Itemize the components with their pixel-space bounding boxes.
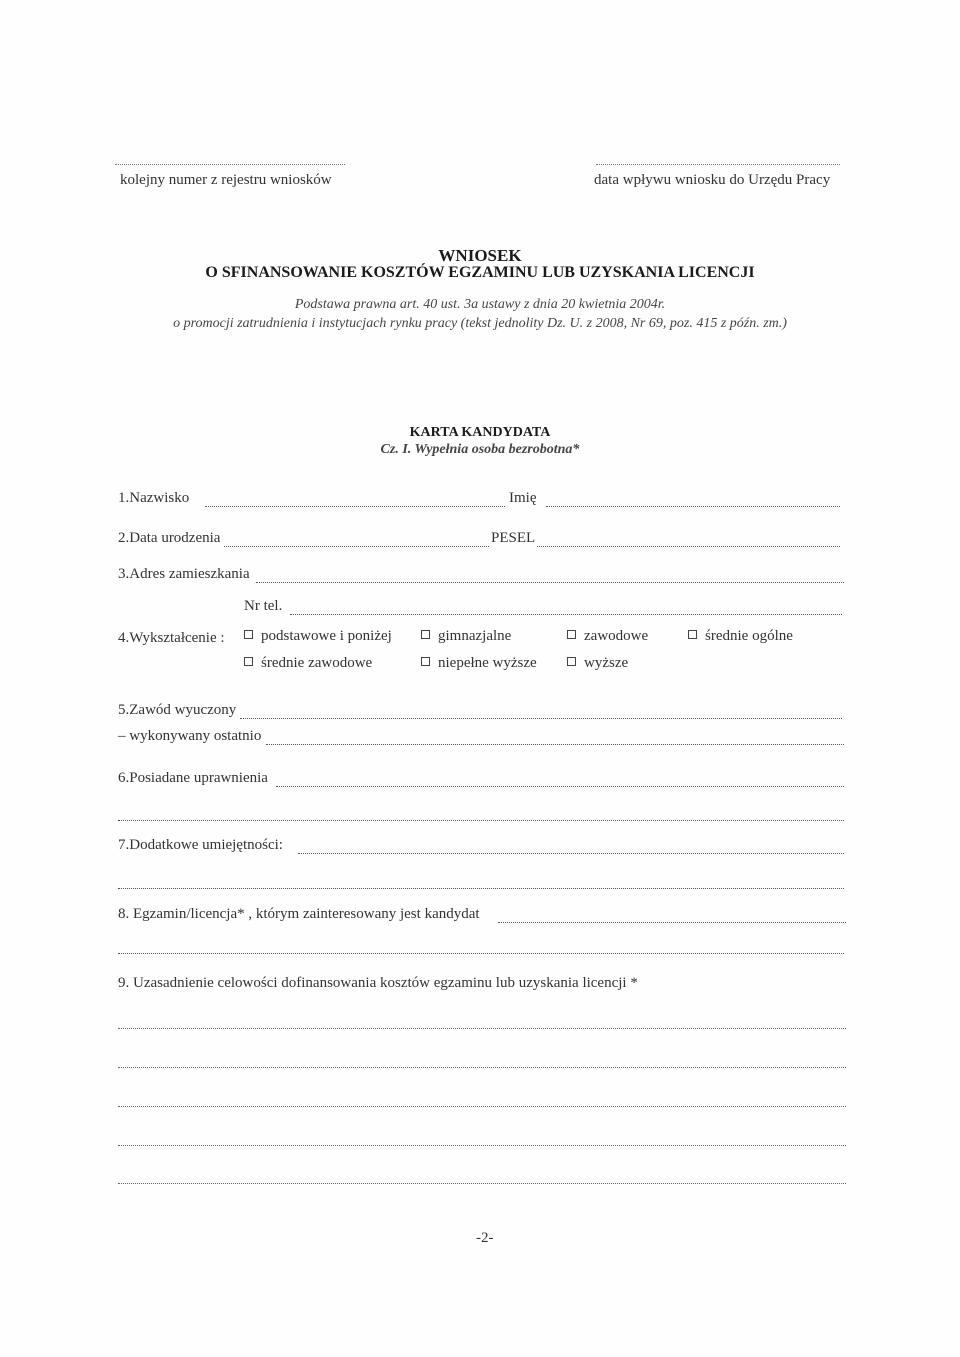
profession-field[interactable] [240,718,842,719]
address-label: 3.Adres zamieszkania [118,566,250,582]
checkbox-icon[interactable] [244,630,253,639]
justification-line-1[interactable] [118,1028,846,1029]
education-label: 4.Wykształcenie : [118,630,225,646]
section-title: KARTA KANDYDATA [409,425,551,440]
education-option-incomplete-higher[interactable]: niepełne wyższe [421,655,537,672]
receipt-date-caption: data wpływu wniosku do Urzędu Pracy [594,172,831,188]
page-number: -2- [476,1230,494,1246]
first-name-field[interactable] [546,506,840,507]
skills-field-extra[interactable] [118,888,844,889]
education-option-primary[interactable]: podstawowe i poniżej [244,628,392,645]
address-field[interactable] [256,582,844,583]
birth-date-field[interactable] [224,546,489,547]
education-option-general-secondary[interactable]: średnie ogólne [688,628,793,645]
education-option-higher[interactable]: wyższe [567,655,628,672]
education-option-vocational[interactable]: zawodowe [567,628,648,645]
legal-basis-line1: Podstawa prawna art. 40 ust. 3a ustawy z dnia 20 kwietnia 2004r. [294,297,666,312]
checkbox-icon[interactable] [567,657,576,666]
section-subtitle: Cz. I. Wypełnia osoba bezrobotna* [380,442,580,457]
justification-line-2[interactable] [118,1067,846,1068]
justification-line-4[interactable] [118,1145,846,1146]
birth-date-label: 2.Data urodzenia [118,530,221,546]
form-title: WNIOSEK [438,246,522,265]
profession-label: 5.Zawód wyuczony [118,702,237,718]
qualifications-field-extra[interactable] [118,820,844,821]
register-number-caption: kolejny numer z rejestru wniosków [120,172,332,188]
receipt-date-line[interactable] [596,164,840,165]
form-subtitle: O SFINANSOWANIE KOSZTÓW EGZAMINU LUB UZYSKANIA LICENCJI [205,264,755,281]
justification-label: 9. Uzasadnienie celowości dofinansowania kosztów egzaminu lub uzyskania licencji * [118,975,638,991]
phone-label: Nr tel. [244,598,283,614]
legal-basis-line2: o promocji zatrudnienia i instytucjach rynku pracy (tekst jednolity Dz. U. z 2008, Nr 69, poz. 415 z późn. zm.) [173,316,787,331]
exam-label: 8. Egzamin/licencja* , którym zainteresowany jest kandydat [118,906,480,922]
surname-label: 1.Nazwisko [118,490,190,506]
last-job-label: – wykonywany ostatnio [118,728,262,744]
first-name-label: Imię [509,490,537,506]
checkbox-icon[interactable] [567,630,576,639]
skills-field[interactable] [298,853,844,854]
education-option-vocational-secondary[interactable]: średnie zawodowe [244,655,372,672]
exam-field[interactable] [498,922,846,923]
register-number-line[interactable] [115,164,345,165]
pesel-field[interactable] [537,546,840,547]
skills-label: 7.Dodatkowe umiejętności: [118,837,283,853]
checkbox-icon[interactable] [688,630,697,639]
qualifications-label: 6.Posiadane uprawnienia [118,770,268,786]
exam-field-extra[interactable] [118,953,844,954]
checkbox-icon[interactable] [421,630,430,639]
qualifications-field[interactable] [276,786,844,787]
phone-field[interactable] [290,614,842,615]
surname-field[interactable] [205,506,505,507]
checkbox-icon[interactable] [244,657,253,666]
last-job-field[interactable] [266,744,844,745]
checkbox-icon[interactable] [421,657,430,666]
justification-line-5[interactable] [118,1183,846,1184]
pesel-label: PESEL [491,530,536,546]
education-option-lower-secondary[interactable]: gimnazjalne [421,628,511,645]
justification-line-3[interactable] [118,1106,846,1107]
